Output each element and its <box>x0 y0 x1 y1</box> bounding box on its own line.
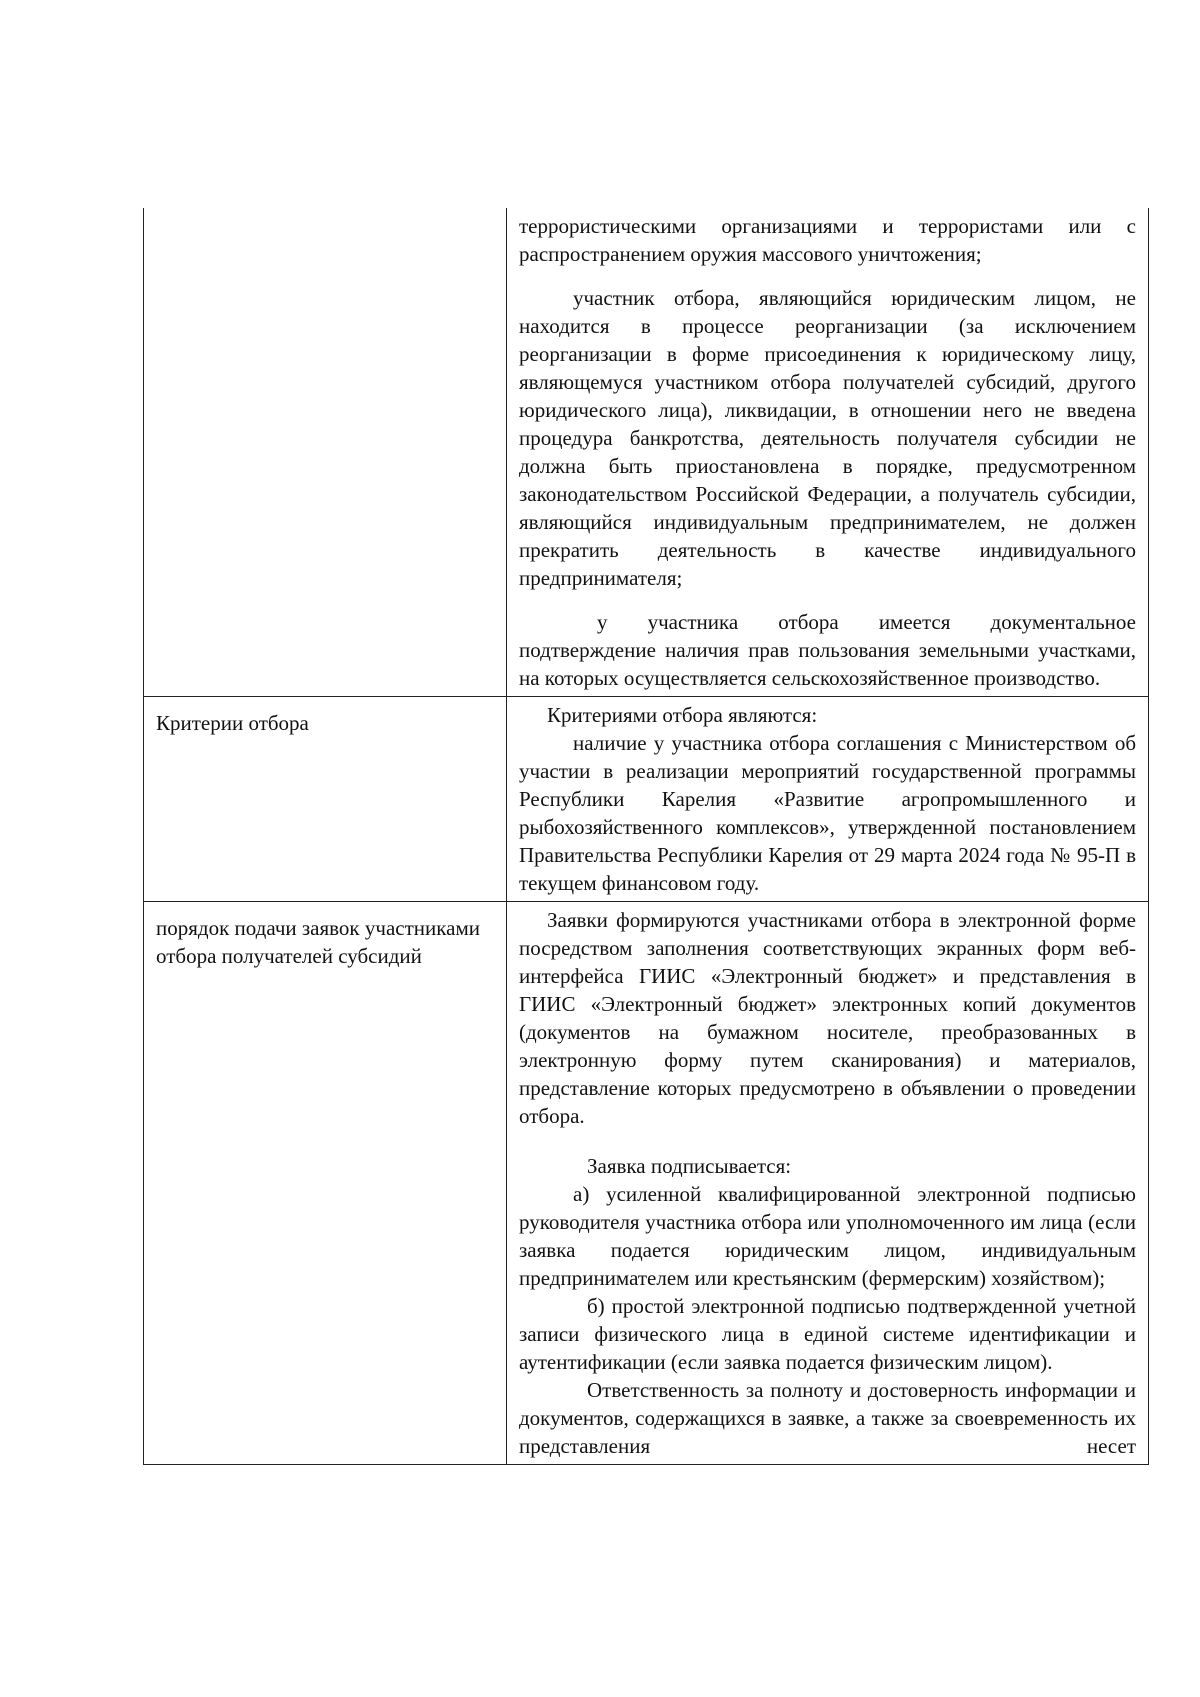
row-label-cell <box>144 697 507 902</box>
paragraph: наличие у участника отбора соглашения с Министерством об участии в реализации мероприятий государственной программы Республики Карелия «Развитие агропромышленного и рыбохозяйственного комплексов», утвержденной постановлением Правительства Республики Карелия от 29 марта 2024 года № 95-П в текущем финансовом году. <box>519 731 1136 895</box>
row-label: Критерии отбора <box>156 711 309 735</box>
row-label: порядок подачи заявок участниками отбора получателей субсидий <box>156 916 480 968</box>
row-label-cell <box>144 902 507 1465</box>
row-content-cell <box>507 208 1149 697</box>
paragraph: террористическими организациями и террористами или с распространением оружия массового уничтожения; <box>519 214 1136 266</box>
table-row-selection-criteria <box>144 697 1149 902</box>
row-content-cell <box>507 902 1149 1465</box>
table-row-requirements-continued <box>144 208 1149 697</box>
paragraph: Критериями отбора являются: <box>547 703 818 727</box>
paragraph: б) простой электронной подписью подтвержденной учетной записи физического лица в единой системе идентификации и аутентификации (если заявка подается физическим лицом). <box>519 1294 1136 1374</box>
paragraph: участник отбора, являющийся юридическим лицом, не находится в процессе реорганизации (за исключением реорганизации в форме присоединения к юридическому лицу, являющемуся участником отбора получателей субсидий, другого юридического лица), ликвидации, в отношении него не введена процедура банкротства, деятельность получателя субсидии не должна быть приостановлена в порядке, предусмотренном законодательством Российской Федерации, а получатель субсидии, являющийся индивидуальным предпринимателем, не должен прекратить деятельность в качестве индивидуального предпринимателя; <box>519 286 1136 590</box>
paragraph: Заявка подписывается: <box>587 1154 792 1178</box>
paragraph: у участника отбора имеется документальное подтверждение наличия прав пользования земельными участками, на которых осуществляется сельскохозяйственное производство. <box>519 610 1136 690</box>
document-table <box>143 208 1149 1465</box>
paragraph: Ответственность за полноту и достоверность информации и документов, содержащихся в заявке, а также за своевременность их представления несет <box>519 1378 1136 1458</box>
row-label-cell <box>144 208 507 697</box>
table-row-application-procedure <box>144 902 1149 1465</box>
paragraph: Заявки формируются участниками отбора в электронной форме посредством заполнения соответствующих экранных форм веб-интерфейса ГИИС «Электронный бюджет» и представления в ГИИС «Электронный бюджет» электронных копий документов (документов на бумажном носителе, преобразованных в электронную форму путем сканирования) и материалов, представление которых предусмотрено в объявлении о проведении отбора. <box>519 908 1136 1128</box>
paragraph: а) усиленной квалифицированной электронной подписью руководителя участника отбора или уполномоченного им лица (если заявка подается юридическим лицом, индивидуальным предпринимателем или крестьянским (фермерским) хозяйством); <box>519 1182 1136 1290</box>
row-content-cell <box>507 697 1149 902</box>
